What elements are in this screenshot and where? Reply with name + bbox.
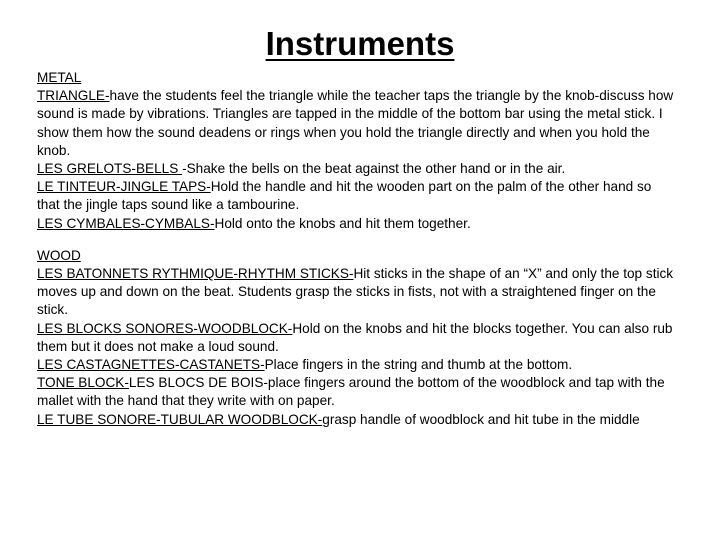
list-item bbox=[37, 320, 677, 356]
list-item bbox=[37, 215, 677, 233]
list-item bbox=[37, 374, 677, 410]
instrument-term: LE TINTEUR-JINGLE TAPS- bbox=[37, 179, 211, 195]
instrument-description: Hold the handle and hit the wooden part on the palm of the other hand so that the jingle taps sound like a tambourine. bbox=[37, 179, 652, 213]
instrument-term: LES CYMBALES-CYMBALS- bbox=[37, 215, 215, 231]
page-title: Instruments bbox=[265, 25, 455, 62]
instrument-description: Hold onto the knobs and hit them together. bbox=[214, 215, 471, 231]
list-item bbox=[37, 160, 677, 178]
instrument-term: LES CASTAGNETTES-CASTANETS- bbox=[37, 357, 265, 373]
instrument-description: Place fingers in the string and thumb at the bottom. bbox=[264, 357, 573, 373]
instrument-term: TRIANGLE- bbox=[37, 88, 110, 104]
instrument-term: TONE BLOCK- bbox=[37, 375, 129, 391]
instrument-description: have the students feel the triangle while the teacher taps the triangle by the knob-discuss how sound is made by vibrations. Triangles are tapped in the middle of the bottom bar using the metal stick. I show them how the sound deadens or rings when you hold the triangle directly and when you hold the knob. bbox=[37, 88, 674, 158]
section-divider bbox=[37, 233, 677, 247]
section-heading-wood: WOOD bbox=[37, 247, 81, 263]
list-item bbox=[37, 178, 677, 214]
list-item bbox=[37, 356, 677, 374]
instrument-term: LES BATONNETS RYTHMIQUE-RHYTHM STICKS- bbox=[37, 266, 354, 282]
slide-body bbox=[37, 69, 677, 429]
list-item bbox=[37, 87, 677, 160]
section-heading-metal: METAL bbox=[37, 70, 82, 85]
instrument-term: LES GRELOTS-BELLS bbox=[37, 161, 183, 177]
list-item bbox=[37, 265, 677, 320]
list-item bbox=[37, 411, 677, 429]
instrument-term: LES BLOCKS SONORES-WOODBLOCK- bbox=[37, 320, 293, 336]
instrument-term: LE TUBE SONORE-TUBULAR WOODBLOCK- bbox=[37, 411, 323, 427]
instrument-description: LES BLOCS DE BOIS-place fingers around the bottom of the woodblock and tap with the mallet with the hand that they write with on paper. bbox=[37, 375, 665, 409]
instrument-description: Hold on the knobs and hit the blocks together. You can also rub them but it does not make a loud sound. bbox=[37, 320, 673, 354]
instrument-description: -Shake the bells on the beat against the other hand or in the air. bbox=[182, 161, 566, 177]
instrument-description: grasp handle of woodblock and hit tube in the middle bbox=[322, 411, 640, 427]
instrument-description: Hit sticks in the shape of an “X” and only the top stick moves up and down on the beat. Students grasp the sticks in fists, not with a straightened finger on the stick. bbox=[37, 266, 674, 318]
